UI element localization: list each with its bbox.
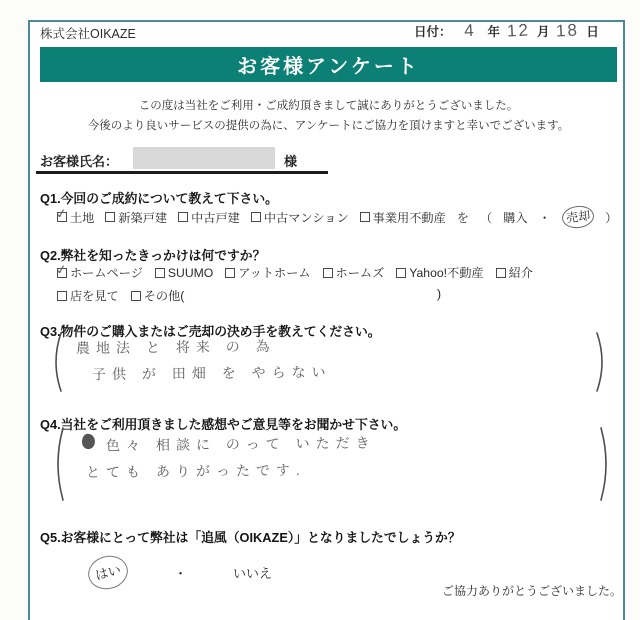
redacted-customer-name bbox=[133, 147, 275, 169]
q3-left-bracket bbox=[48, 331, 64, 393]
checkbox-icon bbox=[105, 212, 115, 222]
q1-option-shinchiku: 新築戸建 bbox=[105, 209, 167, 226]
q2-options-row-2 bbox=[57, 287, 184, 304]
date-field bbox=[414, 21, 599, 41]
q1-separator: ・ bbox=[538, 210, 551, 225]
checkbox-icon bbox=[155, 268, 165, 278]
checkbox-checked-icon bbox=[57, 268, 67, 278]
q2-other-close-paren: ) bbox=[437, 287, 442, 301]
checkbox-icon bbox=[57, 291, 67, 301]
q5-answer-row bbox=[88, 556, 272, 589]
q3-handwritten-answer-line1: 農地法 と 将来 の 為 bbox=[75, 337, 276, 357]
customer-name-label: お客様氏名： bbox=[40, 154, 119, 169]
q3-heading: Q3.物件のご購入またはご売却の決め手を教えてください。 bbox=[40, 324, 381, 339]
checkbox-icon bbox=[178, 212, 188, 222]
checkbox-icon bbox=[496, 268, 506, 278]
handwritten-day: 18 bbox=[555, 20, 580, 41]
q1-options-row bbox=[57, 206, 617, 228]
q2-heading: Q2.弊社を知ったきっかけは何ですか？ bbox=[40, 248, 266, 263]
q5-heading: Q5.お客様にとって弊社は「追風（OIKAZE）」となりましたでしょうか？ bbox=[40, 530, 461, 545]
month-label: 月 bbox=[536, 25, 550, 39]
date-label: 日付： bbox=[414, 25, 452, 39]
form-title-bar bbox=[40, 47, 617, 82]
q4-heading: Q4.当社をご利用頂きました感想やご意見等をお聞かせ下さい。 bbox=[40, 417, 407, 432]
q2-option-shokai: 紹介 bbox=[496, 264, 533, 281]
honorific-label: 様 bbox=[284, 154, 298, 169]
company-name: 株式会社OIKAZE bbox=[40, 27, 136, 41]
q4-handwritten-answer-line1: 色々 相談に のって いただき bbox=[105, 434, 376, 454]
q4-left-bracket bbox=[50, 426, 66, 502]
q5-no-label: いいえ bbox=[233, 566, 273, 581]
form-title: お客様アンケート bbox=[237, 56, 420, 78]
checkbox-icon bbox=[396, 268, 406, 278]
checkbox-icon bbox=[360, 212, 370, 222]
q2-option-yahoo: Yahoo!不動産 bbox=[396, 264, 483, 281]
q3-right-bracket bbox=[594, 331, 610, 393]
q5-yes-circled: はい bbox=[85, 552, 132, 594]
q3-handwritten-answer-line2: 子供 が 田畑 を やらない bbox=[91, 363, 332, 383]
name-underline bbox=[36, 171, 328, 174]
q2-option-sonota: その他( bbox=[131, 287, 185, 304]
q5-separator: ・ bbox=[174, 566, 188, 581]
checkbox-checked-icon bbox=[57, 212, 67, 222]
intro-line-2: 今後のより良いサービスの提供の為に、アンケートにご協力を頂けますと幸いでございます。 bbox=[87, 120, 570, 132]
q1-option-jigyoyo: 事業用不動産 bbox=[360, 209, 446, 226]
q1-paren-close: ） bbox=[605, 210, 618, 225]
q1-purchase-label: 購入 bbox=[503, 210, 528, 225]
q1-heading: Q1.今回のご成約について教えて下さい。 bbox=[40, 191, 278, 206]
q2-option-suumo: SUUMO bbox=[155, 266, 213, 280]
q2-option-mise: 店を見て bbox=[57, 287, 119, 304]
q1-paren-open: （ bbox=[479, 210, 493, 225]
q1-option-chuko-kodate: 中古戸建 bbox=[178, 209, 240, 226]
q1-option-tochi: ✓ 土地 bbox=[57, 209, 94, 226]
checkbox-icon bbox=[225, 268, 235, 278]
day-label: 日 bbox=[586, 25, 599, 39]
q2-option-homepage: ✓ ホームページ bbox=[57, 264, 143, 281]
q1-particle: を bbox=[456, 210, 469, 225]
checkbox-icon bbox=[251, 212, 261, 222]
footer-thanks: ご協力ありがとうございました。 bbox=[441, 584, 622, 598]
q2-option-athome: アットホーム bbox=[225, 264, 310, 281]
q2-options-row-1 bbox=[57, 264, 533, 281]
q1-sale-circled: 売却 bbox=[560, 204, 595, 230]
checkbox-icon bbox=[131, 291, 141, 301]
q1-option-chuko-mansion: 中古マンション bbox=[251, 209, 349, 226]
q4-handwritten-answer-line2: とても ありがったです. bbox=[85, 461, 306, 481]
q4-right-bracket bbox=[598, 426, 614, 502]
checkbox-icon bbox=[323, 268, 333, 278]
q2-option-homes: ホームズ bbox=[323, 264, 385, 281]
intro-line-1: この度は当社をご利用・ご成約頂きまして誠にありがとうございました。 bbox=[138, 100, 519, 112]
year-label: 年 bbox=[487, 25, 501, 39]
handwritten-year: 4 bbox=[463, 20, 476, 41]
handwritten-month: 12 bbox=[506, 20, 531, 41]
